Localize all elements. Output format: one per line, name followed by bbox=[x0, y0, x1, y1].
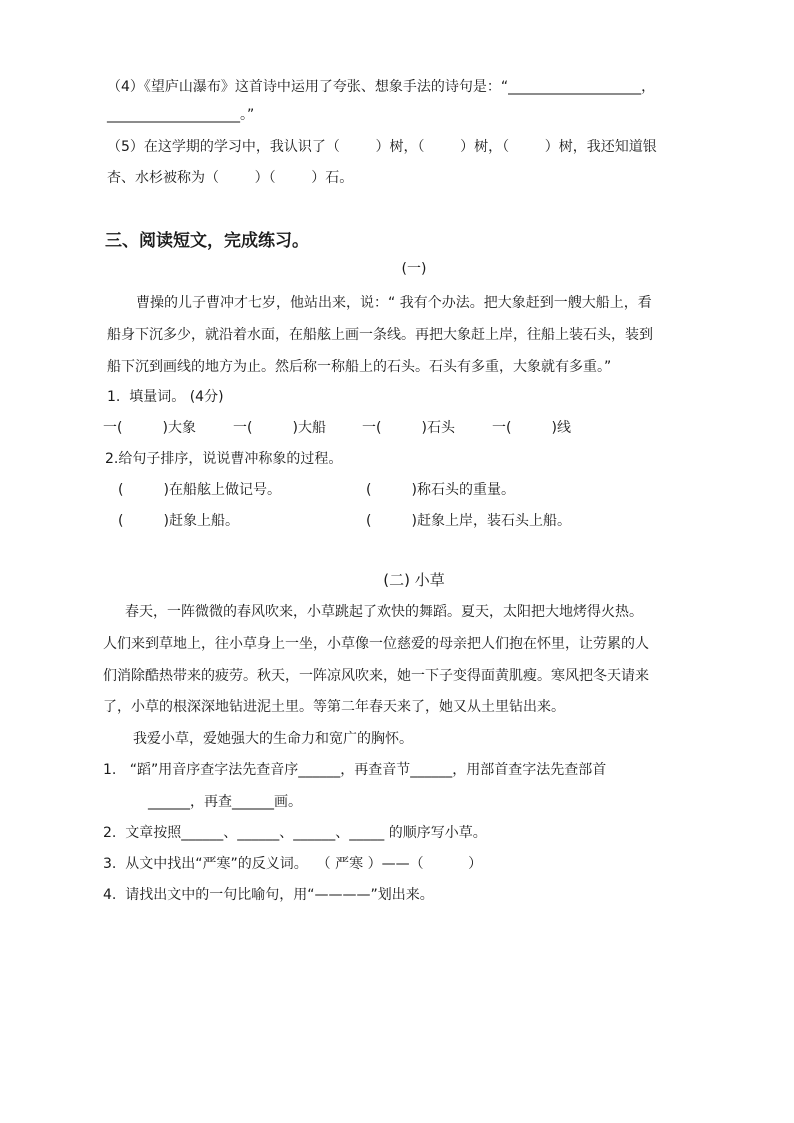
order-blank[interactable]: ( )在船舷上做记号。 bbox=[118, 482, 281, 498]
measure-word-blank[interactable]: 一( )大象 bbox=[103, 420, 196, 436]
measure-word-blank[interactable]: 一( )大船 bbox=[233, 420, 326, 436]
p1-question-2: 2.给句子排序，说说曹冲称象的过程。 bbox=[105, 451, 343, 467]
order-blank[interactable]: ( )赶象上船。 bbox=[118, 513, 239, 529]
order-blank[interactable]: ( )赶象上岸，装石头上船。 bbox=[366, 513, 571, 529]
passage2-line: 了，小草的根深深地钻进泥土里。等第二年春天来了，她又从土里钻出来。 bbox=[103, 699, 565, 715]
q5-line-1: （5）在这学期的学习中，我认识了（ ）树，（ ）树，（ ）树，我还知道银 bbox=[107, 139, 657, 155]
measure-word-blank[interactable]: 一( )线 bbox=[492, 420, 571, 436]
order-blank[interactable]: ( )称石头的重量。 bbox=[366, 482, 515, 498]
q5-line-2: 杏、水杉被称为（ ）（ ）石。 bbox=[107, 170, 354, 186]
passage2-line: 人们来到草地上，往小草身上一坐，小草像一位慈爱的母亲把人们抱在怀里，让劳累的人 bbox=[103, 636, 649, 652]
p2-question-1-line-1: 1. “蹈”用音序查字法先查音序______，再查音节______，用部首查字法先查部首 bbox=[103, 762, 607, 778]
p2-question-2: 2. 文章按照______、______、______、_____ 的顺序写小草。 bbox=[103, 825, 487, 841]
passage1-title: (一) bbox=[401, 261, 427, 277]
measure-word-blank[interactable]: 一( )石头 bbox=[362, 420, 455, 436]
passage2-line: 们消除酷热带来的疲劳。秋天，一阵凉风吹来，她一下子变得面黄肌瘦。寒风把冬天请来 bbox=[103, 668, 649, 684]
q4-line-1: （4）《望庐山瀑布》这首诗中运用了夸张、想象手法的诗句是：“___________________， bbox=[107, 79, 656, 95]
p1-question-1: 1. 填量词。 (4分) bbox=[107, 389, 224, 405]
p2-question-4: 4. 请找出文中的一句比喻句，用“————”划出来。 bbox=[103, 887, 434, 903]
passage2-line: 春天，一阵微微的春风吹来，小草跳起了欢快的舞蹈。夏天，太阳把大地烤得火热。 bbox=[125, 604, 643, 620]
p2-question-3: 3. 从文中找出“严寒”的反义词。 （ 严寒 ）——（ ） bbox=[103, 856, 483, 872]
passage2-title: (二) 小草 bbox=[383, 571, 445, 589]
p2-question-1-line-2: ______，再查______画。 bbox=[148, 794, 302, 810]
section-heading: 三、阅读短文，完成练习。 bbox=[105, 231, 309, 251]
q4-line-2: ___________________。” bbox=[107, 107, 255, 123]
passage1-line: 船下沉到画线的地方为止。然后称一称船上的石头。石头有多重，大象就有多重。” bbox=[107, 359, 612, 375]
passage1-line: 曹操的儿子曹冲才七岁，他站出来，说：“ 我有个办法。把大象赶到一艘大船上，看 bbox=[136, 295, 652, 311]
passage2-line: 我爱小草，爱她强大的生命力和宽广的胸怀。 bbox=[133, 731, 413, 747]
passage1-line: 船身下沉多少，就沿着水面，在船舷上画一条线。再把大象赶上岸，往船上装石头，装到 bbox=[107, 327, 653, 343]
